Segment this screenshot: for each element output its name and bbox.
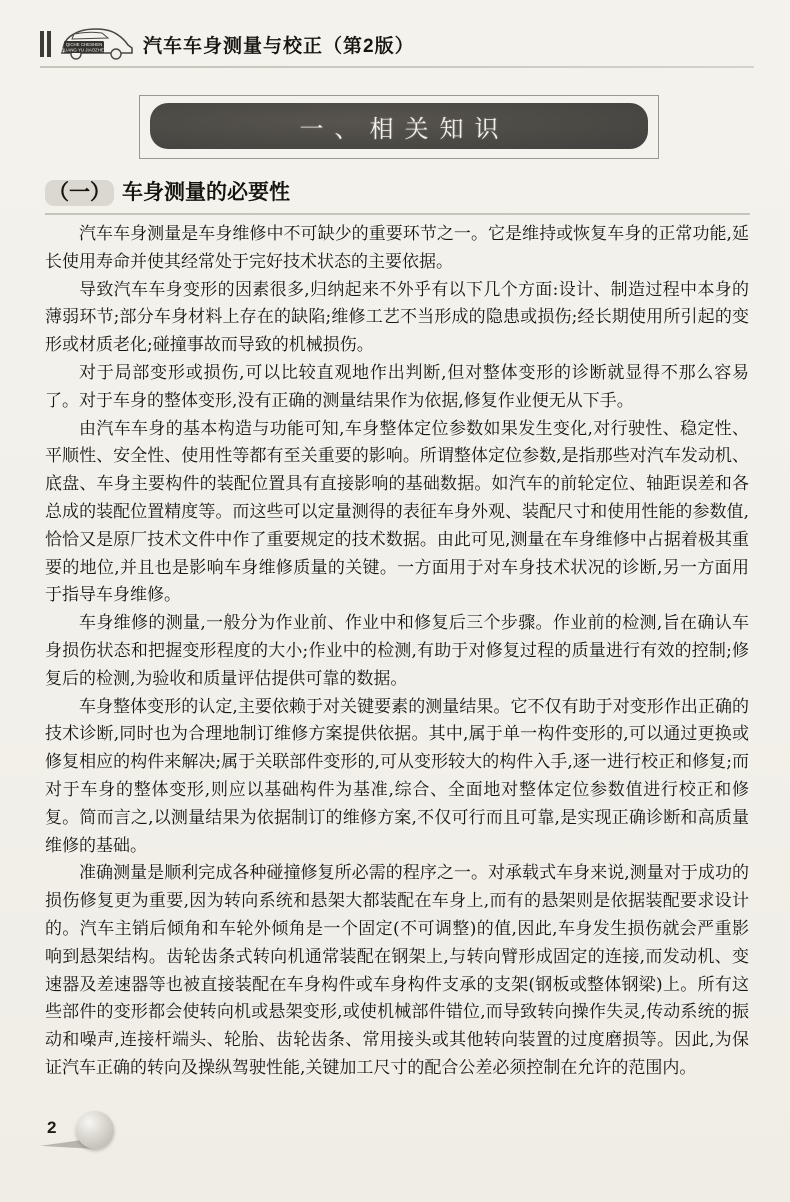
logo-pinyin-line1: QICHE CHESHEN bbox=[65, 42, 103, 47]
chapter-banner-label: 一、相关知识 bbox=[299, 115, 510, 143]
section-number: （一） bbox=[45, 180, 114, 206]
paragraph: 车身整体变形的认定,主要依赖于对关键要素的测量结果。它不仅有助于对变形作出正确的技术诊断,同时也为合理地制订维修方案提供依据。其中,属于单一构件变形的,可以通过更换或修复相应的构件来解决;属于关联部件变形的,可从变形较大的构件入手,逐一进行校正和修复;而对于车身的整体变形,则应以基础构件为基准,综合、全面地对整体定位参数值进行校正和修复。简而言之,以测量结果为依据制订的维修方案,不仅可行而且可靠,是实现正确诊断和高质量维修的基础。 bbox=[45, 696, 749, 856]
car-logo-icon bbox=[58, 26, 136, 62]
paragraph: 对于局部变形或损伤,可以比较直观地作出判断,但对整体变形的诊断就显得不那么容易了。对于车身的整体变形,没有正确的测量结果作为依据,修复作业便无从下手。 bbox=[45, 362, 749, 411]
header-divider bbox=[40, 66, 754, 68]
body-text bbox=[45, 221, 749, 1083]
header-bars-icon bbox=[40, 30, 51, 58]
paragraph: 准确测量是顺利完成各种碰撞修复所必需的程序之一。对承载式车身来说,测量对于成功的损伤修复更为重要,因为转向系统和悬架大都装配在车身上,而有的悬架则是依据装配要求设计的。汽车主销后倾角和车轮外倾角是一个固定(不可调整)的值,因此,车身发生损伤就会严重影响到悬架结构。齿轮齿条式转向机通常装配在钢架上,与转向臂形成固定的连接,而发动机、变速器及差速器等也被直接装配在车身构件或车身构件支承的支架(钢板或整体钢梁)上。所有这些部件的变形都会使转向机或悬架变形,或使机械部件错位,而导致转向操作失灵,传动系统的振动和噪声,连接杆端头、轮胎、齿轮齿条、常用接头或其他转向装置的过度磨损等。因此,为保证汽车正确的转向及操纵驾驶性能,关键加工尺寸的配合公差必须控制在允许的范围内。 bbox=[45, 863, 749, 1078]
chapter-banner bbox=[150, 103, 648, 149]
page-header bbox=[40, 26, 754, 62]
book-title: 汽车车身测量与校正（第2版） bbox=[143, 35, 415, 57]
paragraph: 导致汽车车身变形的因素很多,归纳起来不外乎有以下几个方面:设计、制造过程中本身的薄弱环节;部分车身材料上存在的缺陷;维修工艺不当形成的隐患或损伤;经长期使用所引起的变形或材质老化;碰撞事故而导致的机械损伤。 bbox=[45, 279, 749, 356]
sphere-graphic bbox=[76, 1111, 114, 1149]
page-number: 2 bbox=[47, 1118, 57, 1137]
logo-pinyin-line2: CELIANG YU JIAOZHENG bbox=[58, 47, 111, 53]
section-heading bbox=[45, 176, 750, 215]
paragraph: 由汽车车身的基本构造与功能可知,车身整体定位参数如果发生变化,对行驶性、稳定性、平顺性、安全性、使用性等都有至关重要的影响。所谓整体定位参数,是指那些对汽车发动机、底盘、车身主要构件的装配位置具有直接影响的基础数据。如汽车的前轮定位、轴距误差和各总成的装配位置精度等。而这些可以定量测得的表征车身外观、装配尺寸和使用性能的参数值,恰恰又是原厂技术文件中作了重要规定的技术数据。由此可见,测量在车身维修中占据着极其重要的地位,并且也是影响车身维修质量的关键。一方面用于对车身技术状况的诊断,另一方面用于指导车身维修。 bbox=[45, 418, 749, 606]
paragraph: 汽车车身测量是车身维修中不可缺少的重要环节之一。它是维持或恢复车身的正常功能,延长使用寿命并使其经常处于完好技术状态的主要依据。 bbox=[45, 224, 749, 272]
section-title: 车身测量的必要性 bbox=[122, 181, 290, 204]
chapter-banner-frame bbox=[139, 95, 659, 159]
paragraph: 车身维修的测量,一般分为作业前、作业中和修复后三个步骤。作业前的检测,旨在确认车身损伤状态和把握变形程度的大小;作业中的检测,有助于对修复过程的质量进行有效的控制;修复后的检测,为验收和质量评估提供可靠的数据。 bbox=[45, 613, 749, 689]
